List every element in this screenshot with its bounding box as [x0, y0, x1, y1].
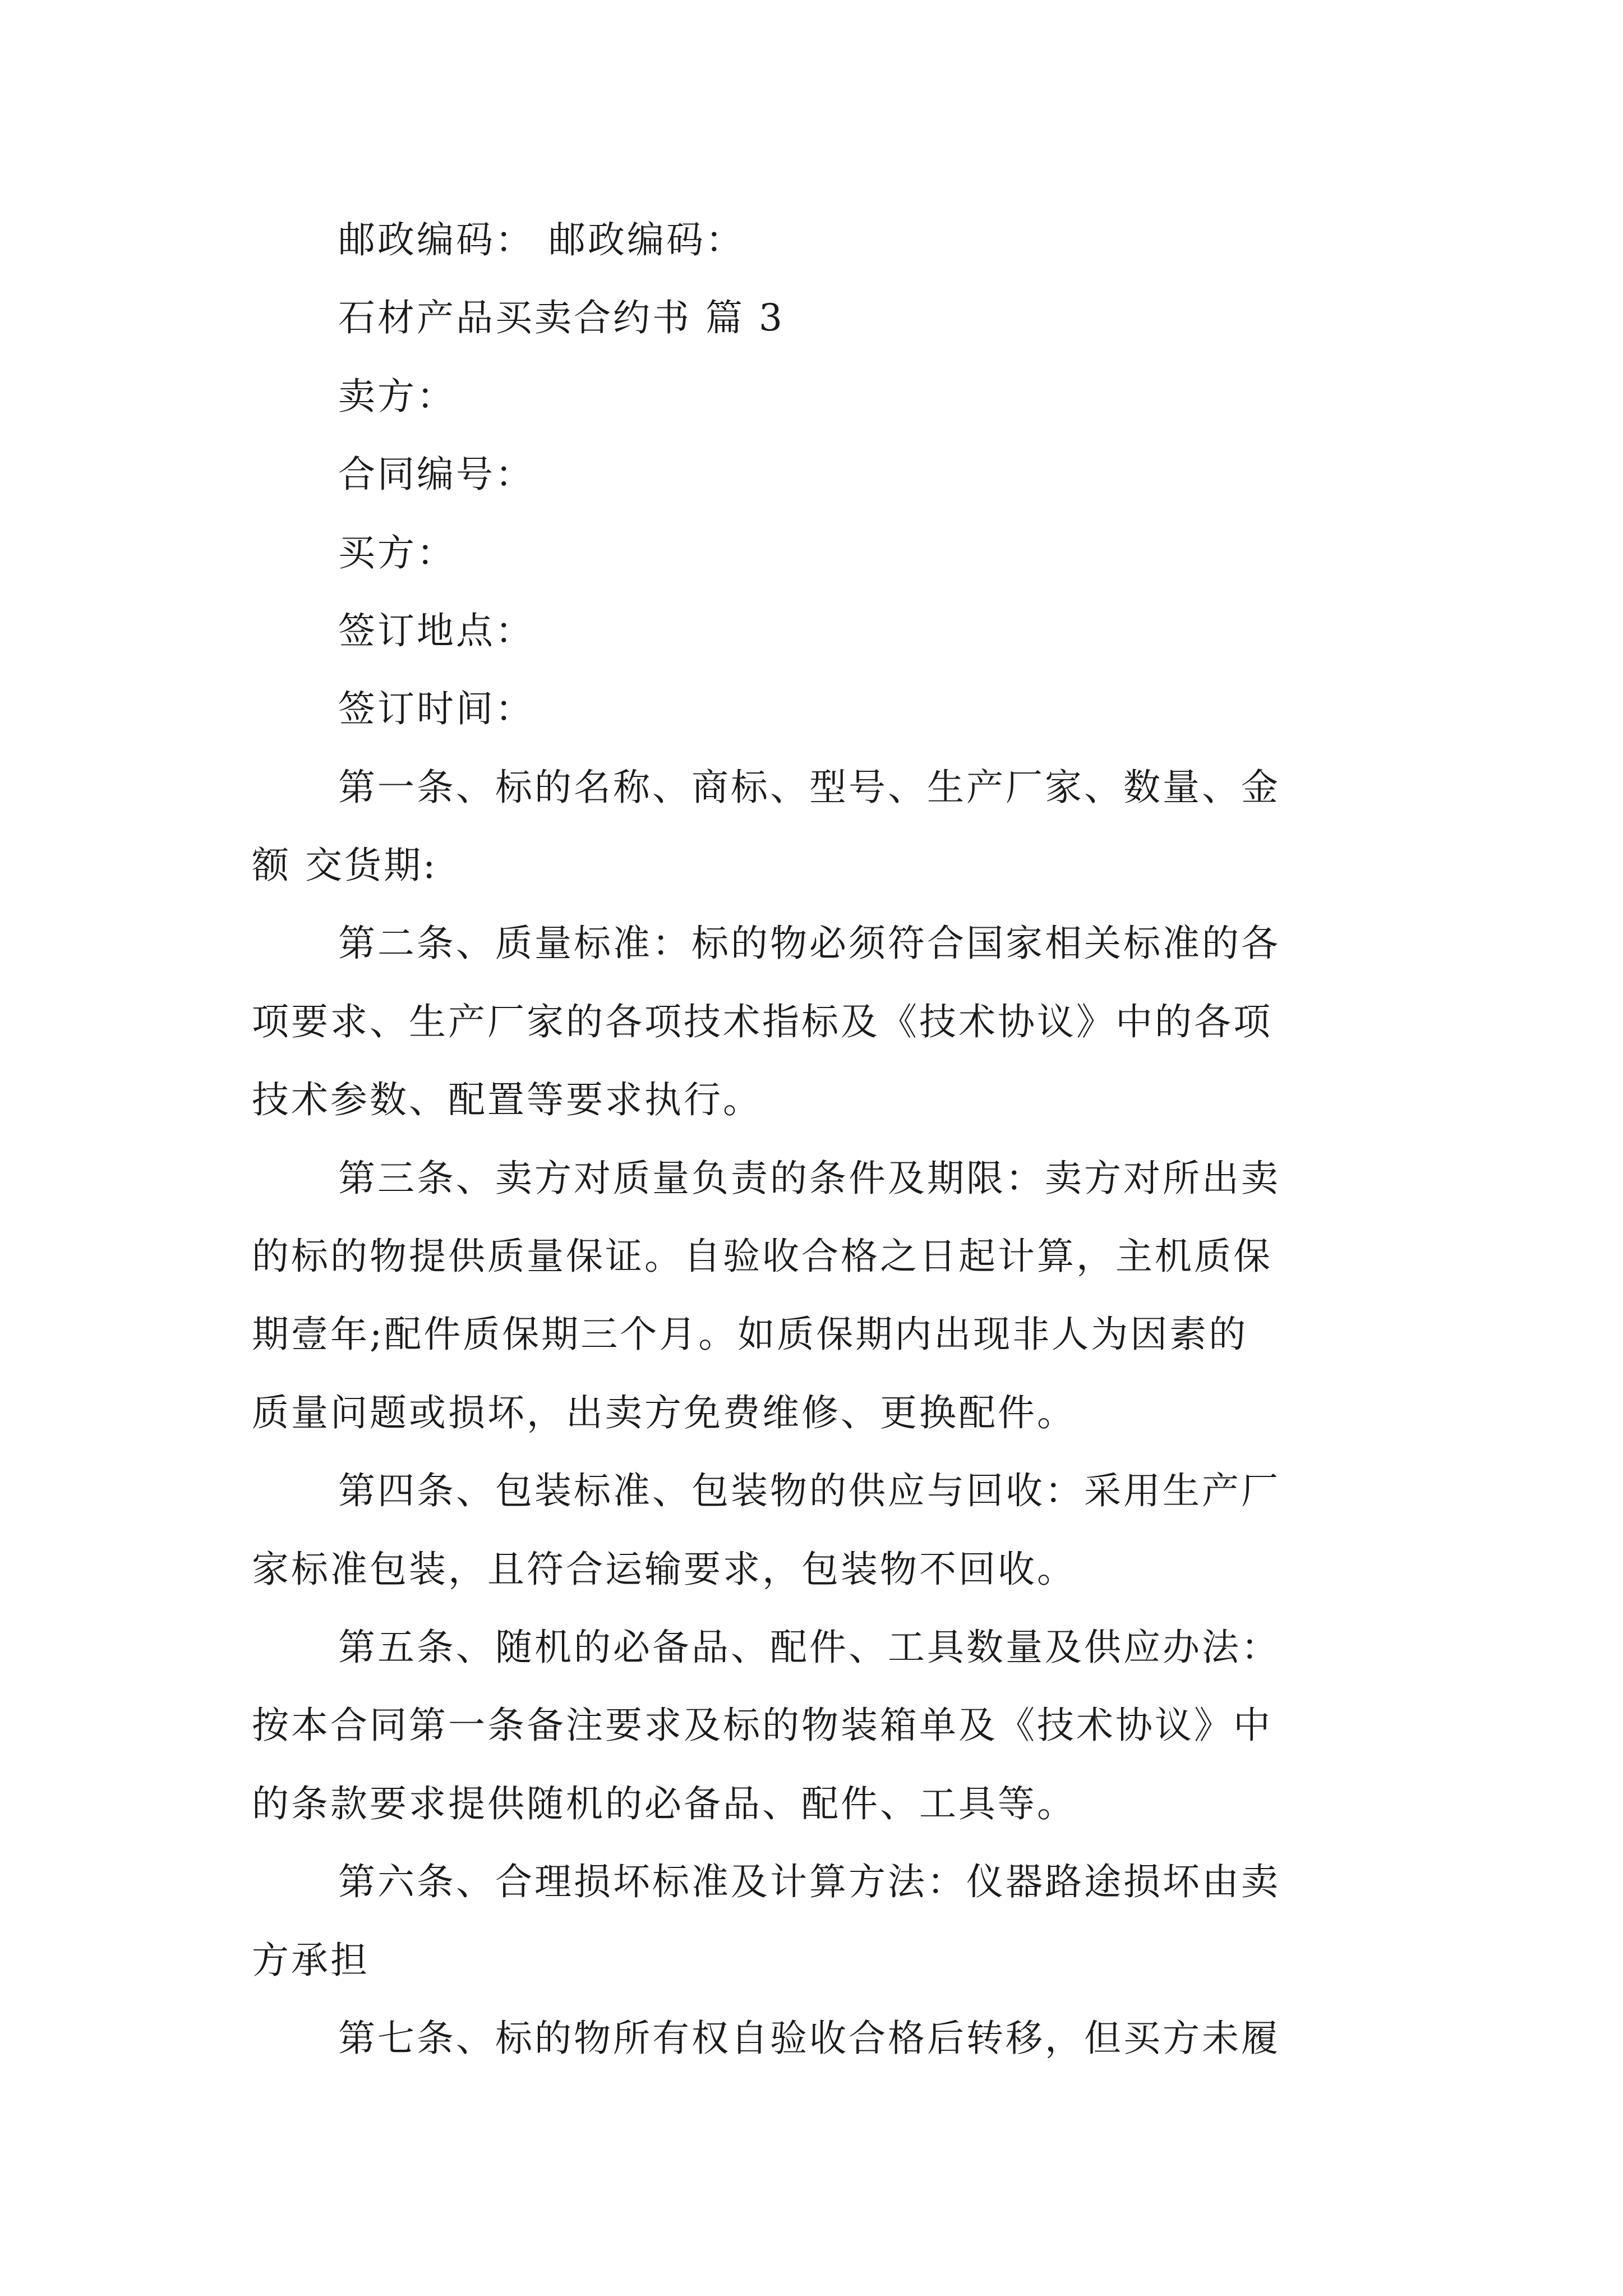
article-3-line-1: 第三条、卖方对质量负责的条件及期限：卖方对所出卖: [338, 1157, 1280, 1200]
seller-field: 卖方：: [338, 375, 456, 418]
article-3-line-2: 的标的物提供质量保证。自验收合格之日起计算，主机质保: [252, 1235, 1272, 1278]
article-3-line-4: 质量问题或损坏，出卖方免费维修、更换配件。: [252, 1391, 1076, 1434]
article-1-line-1: 第一条、标的名称、商标、型号、生产厂家、数量、金: [338, 766, 1280, 809]
article-6-line-2: 方承担: [252, 1939, 370, 1982]
article-2-line-3: 技术参数、配置等要求执行。: [252, 1078, 762, 1121]
article-5-line-3: 的条款要求提供随机的必备品、配件、工具等。: [252, 1782, 1076, 1825]
article-1-line-2: 额 交货期:: [252, 844, 438, 887]
article-3-line-3: 期壹年;配件质保期三个月。如质保期内出现非人为因素的: [252, 1313, 1248, 1356]
contract-number-field: 合同编号：: [338, 453, 534, 496]
article-7-line-1: 第七条、标的物所有权自验收合格后转移，但买方未履: [338, 2017, 1280, 2060]
article-6-line-1: 第六条、合理损坏标准及计算方法：仪器路途损坏由卖: [338, 1860, 1280, 1903]
article-2-line-2: 项要求、生产厂家的各项技术指标及《技术协议》中的各项: [252, 1000, 1272, 1043]
document-title: 石材产品买卖合约书 篇 3: [338, 296, 785, 339]
signing-place-field: 签订地点：: [338, 609, 534, 652]
article-5-line-1: 第五条、随机的必备品、配件、工具数量及供应办法：: [338, 1626, 1280, 1669]
article-4-line-2: 家标准包装，且符合运输要求，包装物不回收。: [252, 1548, 1076, 1591]
signing-time-field: 签订时间：: [338, 687, 534, 730]
buyer-field: 买方：: [338, 531, 456, 574]
postal-code-line: 邮政编码： 邮政编码：: [338, 218, 745, 261]
article-5-line-2: 按本合同第一条备注要求及标的物装箱单及《技术协议》中: [252, 1704, 1272, 1747]
article-2-line-1: 第二条、质量标准：标的物必须符合国家相关标准的各: [338, 922, 1280, 965]
article-4-line-1: 第四条、包装标准、包装物的供应与回收：采用生产厂: [338, 1469, 1280, 1512]
